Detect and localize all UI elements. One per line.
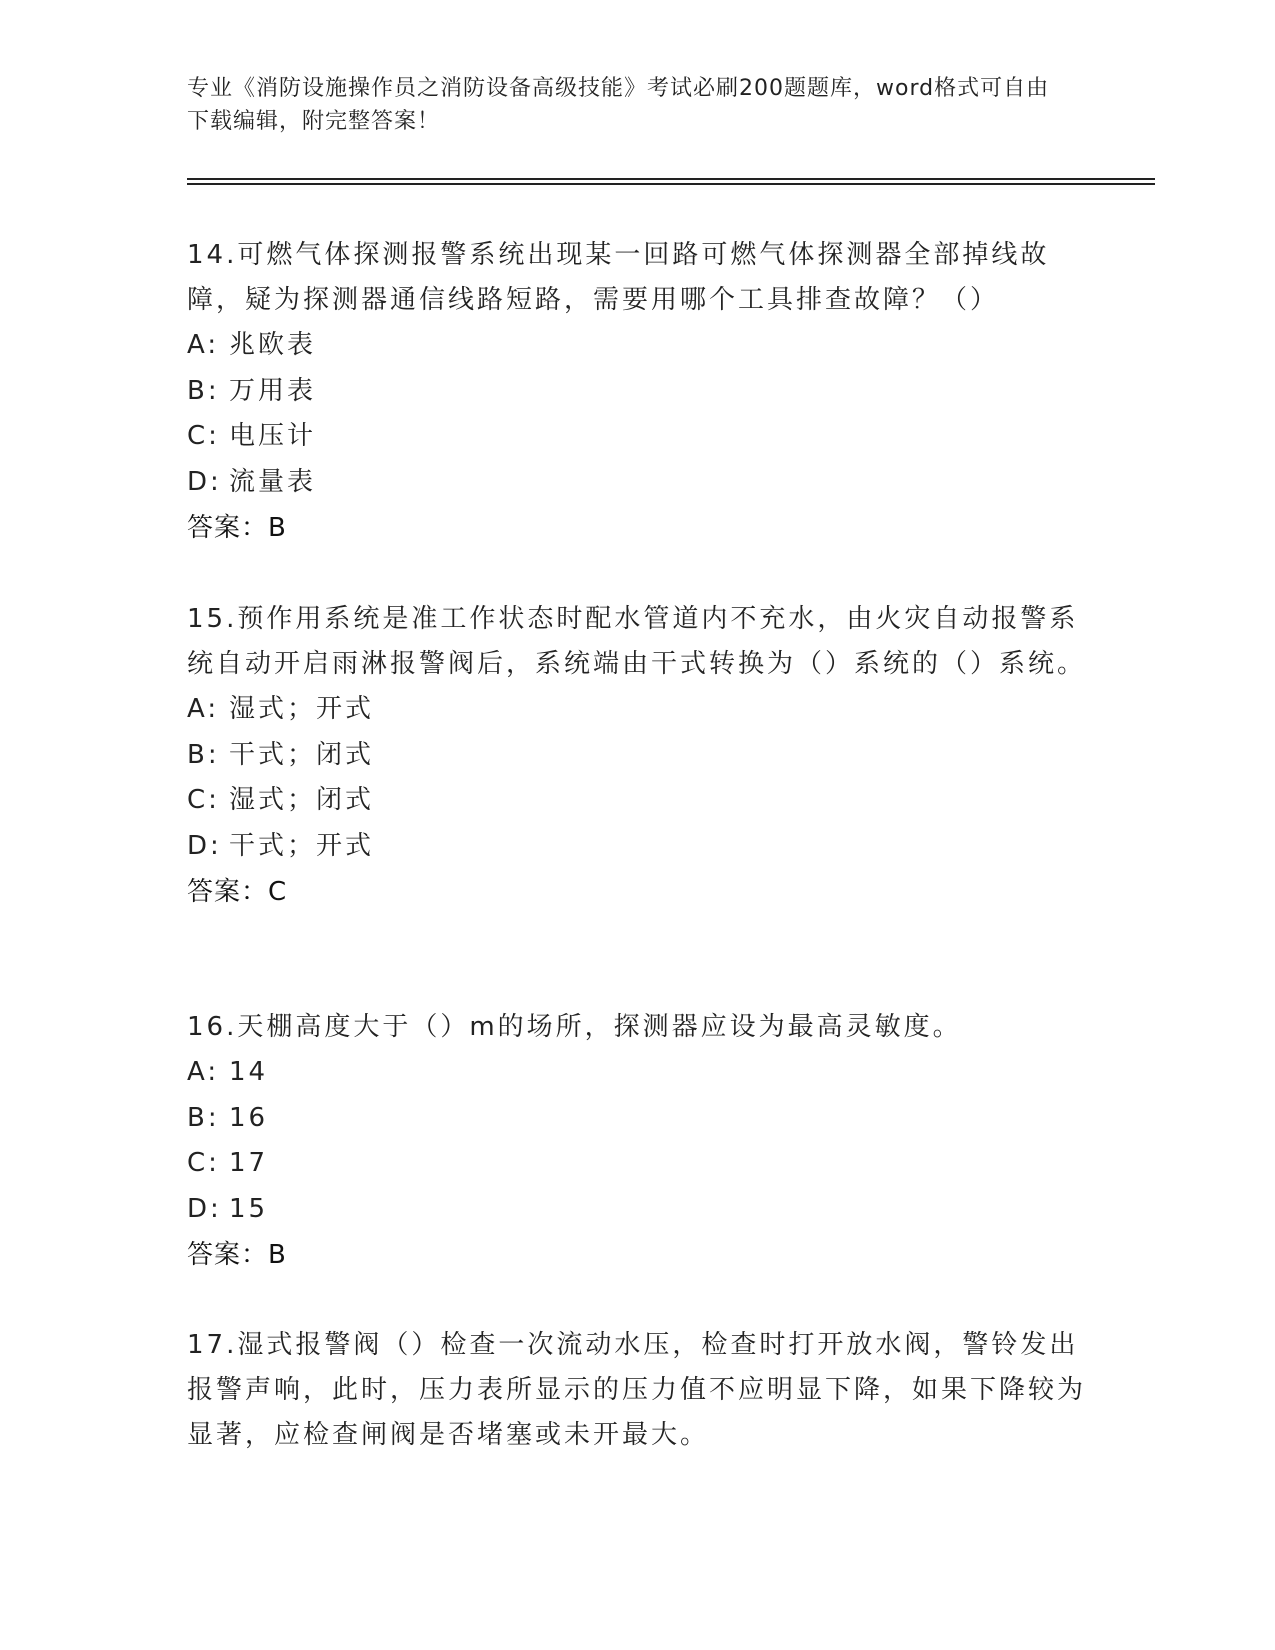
question-stem: 15.预作用系统是准工作状态时配水管道内不充水，由火灾自动报警系统自动开启雨淋报警阀后，系统端由干式转换为（）系统的（）系统。 xyxy=(187,604,1087,679)
option-letter: A: xyxy=(187,330,220,360)
document-header: 专业《消防设施操作员之消防设备高级技能》考试必刷200题题库，word格式可自由下载编辑，附完整答案！ xyxy=(187,76,1050,134)
option-text: 湿式；开式 xyxy=(229,694,375,724)
option-d xyxy=(187,1187,1087,1233)
option-text: 干式；开式 xyxy=(229,830,375,861)
option-text: 15 xyxy=(229,1193,269,1224)
option-letter: B: xyxy=(187,1102,220,1133)
option-text: 16 xyxy=(229,1102,269,1133)
option-b xyxy=(187,733,1087,779)
question-17 xyxy=(187,1323,1087,1458)
option-text: 湿式；闭式 xyxy=(229,785,375,815)
question-stem: 14.可燃气体探测报警系统出现某一回路可燃气体探测器全部掉线故障，疑为探测器通信线路短路，需要用哪个工具排查故障？（） xyxy=(187,240,1050,315)
option-c xyxy=(187,778,1087,824)
option-text: 干式；闭式 xyxy=(229,739,375,770)
question-15 xyxy=(187,597,1087,915)
option-letter: B: xyxy=(187,375,220,406)
question-stem: 16.天棚高度大于（）m的场所，探测器应设为最高灵敏度。 xyxy=(187,1012,962,1042)
option-text: 14 xyxy=(229,1057,269,1087)
option-text: 流量表 xyxy=(229,466,317,497)
option-text: 电压计 xyxy=(229,421,317,451)
option-letter: C: xyxy=(187,785,220,815)
option-letter: A: xyxy=(187,694,220,724)
option-a xyxy=(187,687,1087,733)
option-letter: C: xyxy=(187,421,220,451)
answer-line: 答案：B xyxy=(187,513,287,543)
answer-line: 答案：C xyxy=(187,877,288,907)
option-text: 万用表 xyxy=(229,375,317,406)
option-letter: D: xyxy=(187,1193,222,1224)
option-a xyxy=(187,1050,1087,1096)
option-d xyxy=(187,824,1087,870)
header-divider-bottom xyxy=(187,183,1155,185)
option-c xyxy=(187,414,1087,460)
question-stem: 17.湿式报警阀（）检查一次流动水压，检查时打开放水阀，警铃发出报警声响，此时，压力表所显示的压力值不应明显下降，如果下降较为显著，应检查闸阀是否堵塞或未开最大。 xyxy=(187,1330,1087,1450)
option-letter: C: xyxy=(187,1148,220,1178)
option-letter: D: xyxy=(187,830,222,861)
option-b xyxy=(187,1096,1087,1142)
option-a xyxy=(187,323,1087,369)
option-text: 兆欧表 xyxy=(229,330,317,360)
option-letter: A: xyxy=(187,1057,220,1087)
header-divider-top xyxy=(187,178,1155,180)
option-d xyxy=(187,460,1087,506)
option-letter: D: xyxy=(187,466,222,497)
question-16 xyxy=(187,1005,1087,1278)
option-text: 17 xyxy=(229,1148,269,1178)
question-14 xyxy=(187,233,1087,551)
option-letter: B: xyxy=(187,739,220,770)
option-b xyxy=(187,369,1087,415)
answer-line: 答案：B xyxy=(187,1240,287,1270)
option-c xyxy=(187,1141,1087,1187)
